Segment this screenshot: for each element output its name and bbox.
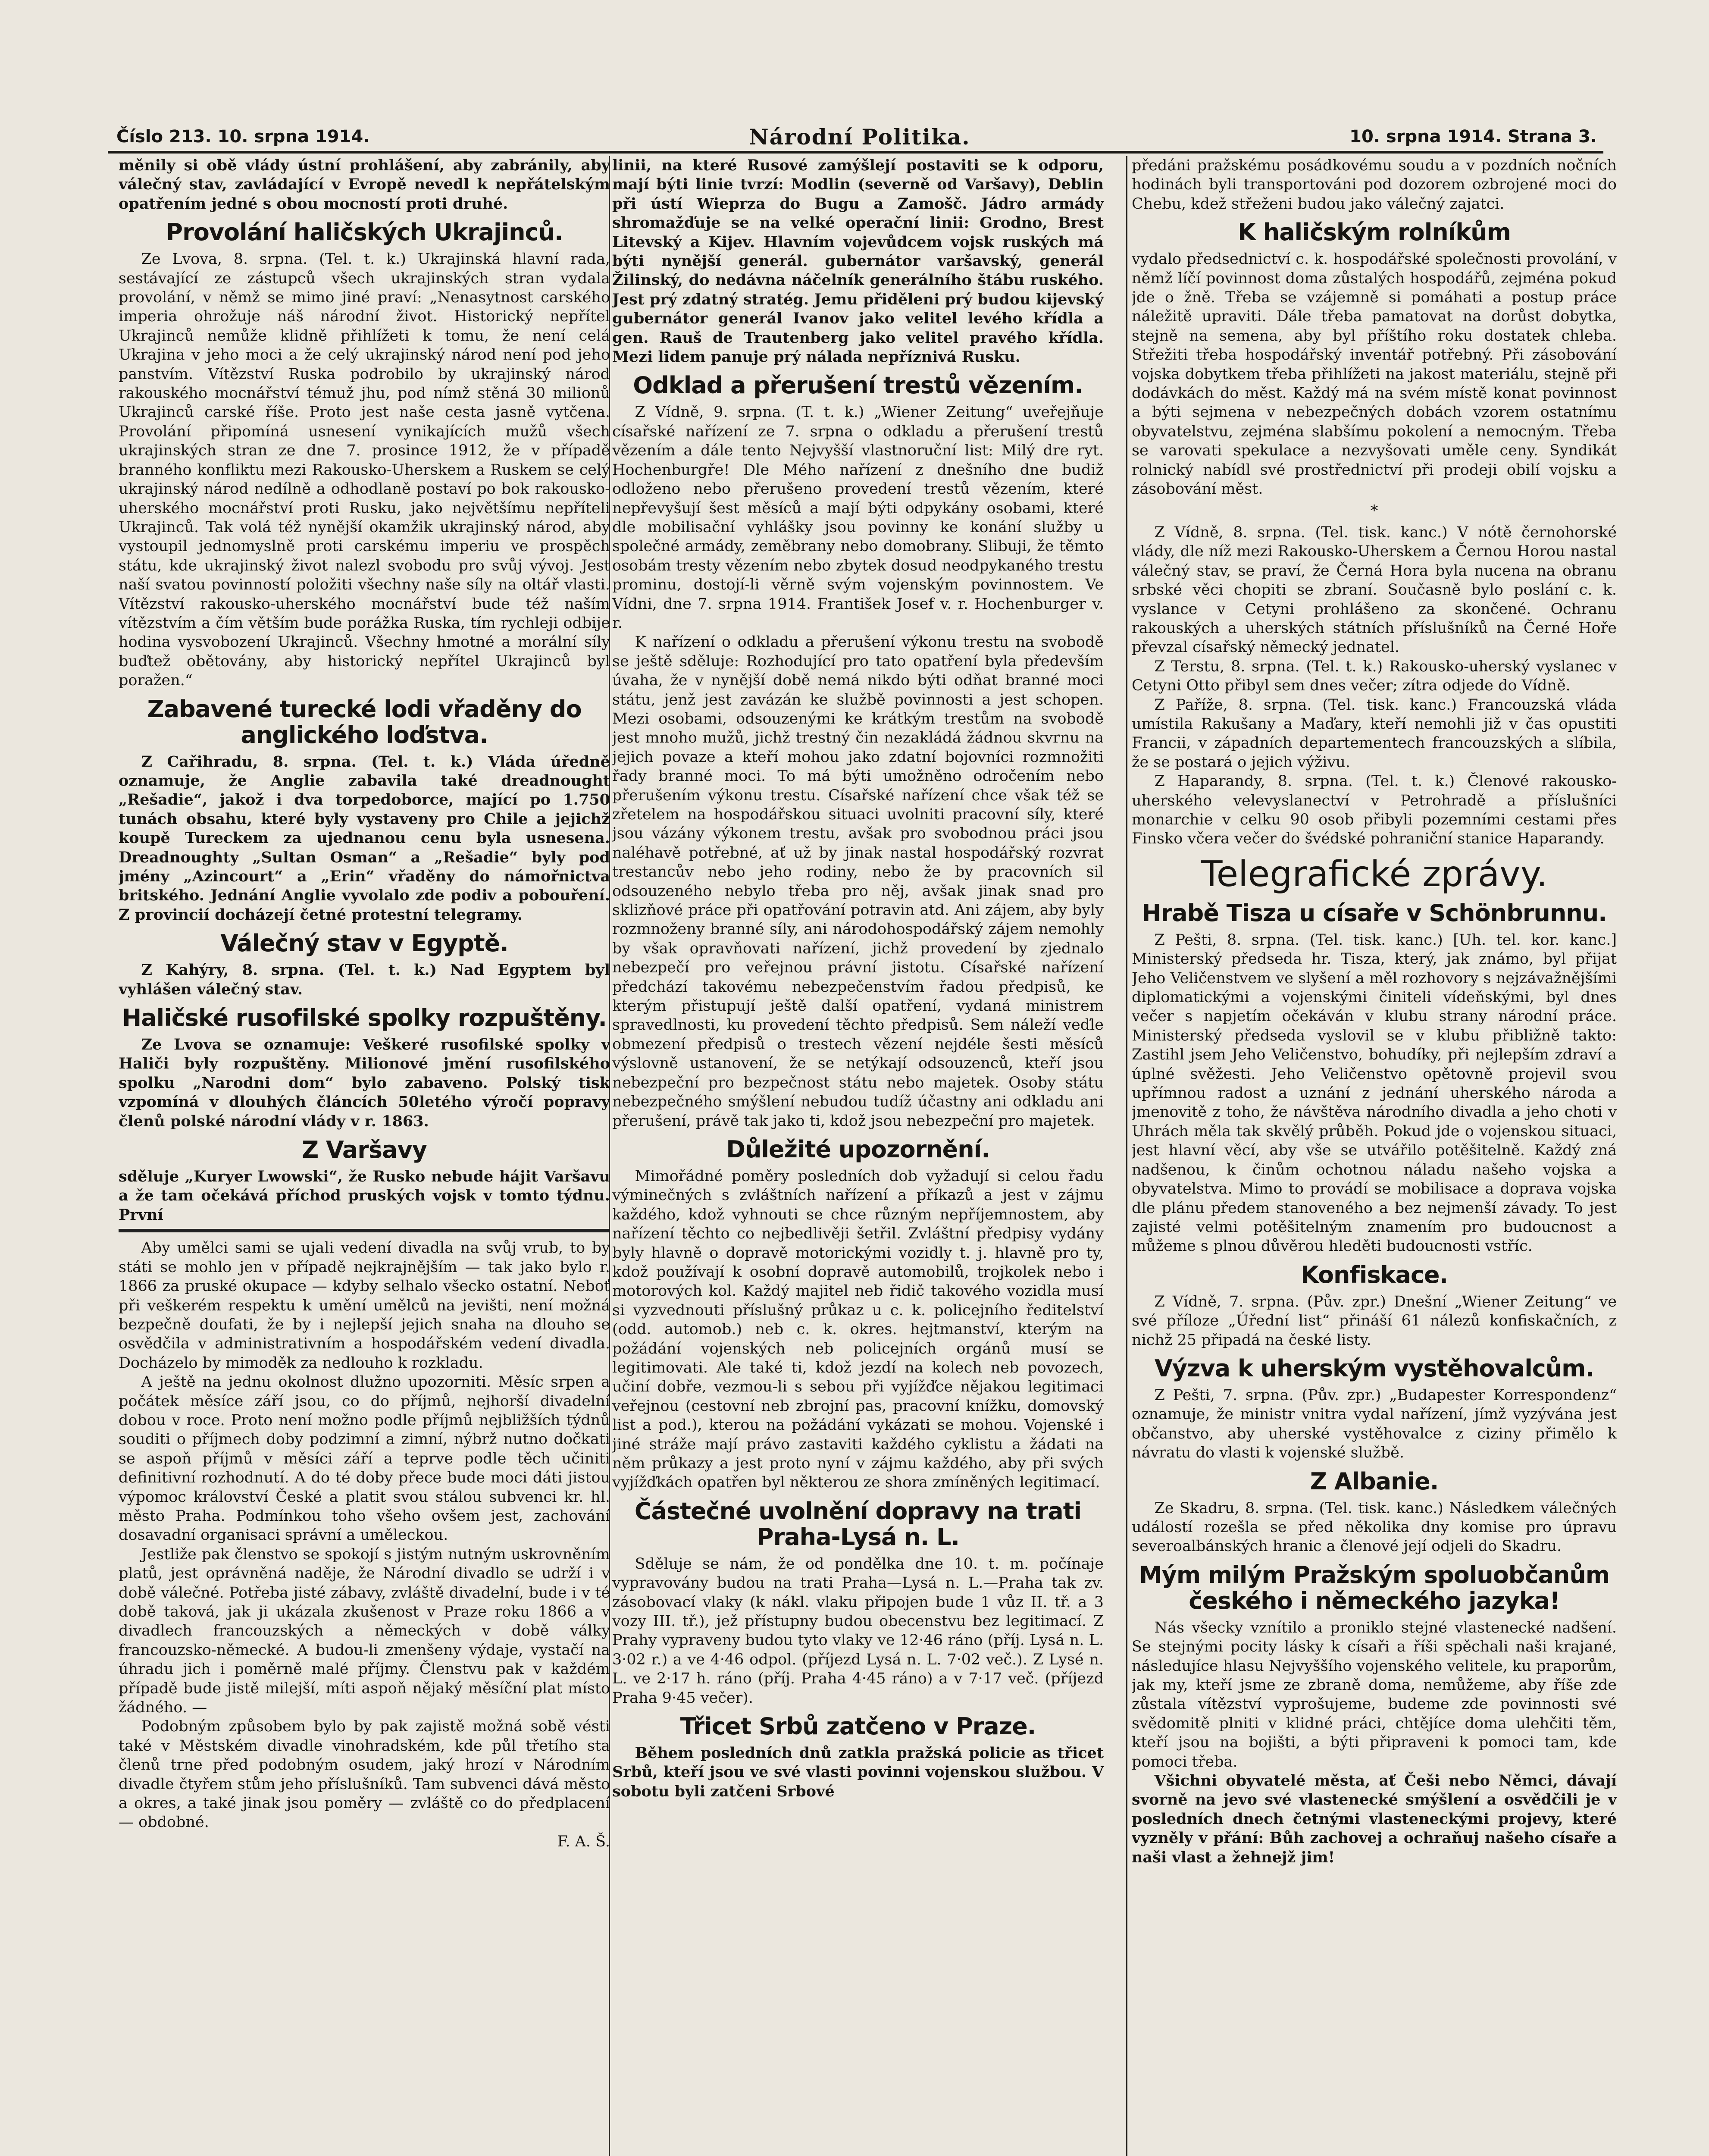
paragraph: Mimořádné poměry posledních dob vyžadují si celou řadu výminečných s zvláštních nařízení a příkazů a jest v zájmu každého, kdož vyhnouti se chce různým nepříjemnostem, aby nařízení těchto co nejbedlivěji šetřil. Zvláštní předpisy vydány byly hlavně o dopravě motorickými vozidly t. j. hlavně pro ty, kdož používají k osobní dopravě automobilů, trojkolek nebo i motorových kol. Každý majitel neb řidič takového vozidla musí si vyzvednouti příslušný průkaz u c. k. policejního ředitelství (odd. automob.) neb c. k. okres. hejtmanství, kterým na požádání vojenských neb policejních orgánů musí se legitimovati. Ale také ti, kdož jezdí na kolech neb povozech, učiní dobře, vezmou-li s sebou při vyjížďce nějakou legitimaci veřejnou (cestovní neb zbrojní pas, pracovní knížku, domovský list a pod.), kterou na požádání vykázati se mohou. Vojenské i jiné stráže mají právo zastaviti každého cyklistu a žádati na něm průkazy a jest proto nyní v zájmu každého, aby při svých vyjížďkách opatřen byl některou ze shora zmíněných legitimací. <box>612 1167 1104 1492</box>
separator-mark: * <box>1370 502 1378 520</box>
paragraph: A ještě na jednu okolnost dlužno upozorniti. Měsíc srpen a počátek měsíce září jsou, co do příjmů, nejhorší divadelní dobou v roce. Proto není možno podle příjmů nejbližších týdnů souditi o příjmech doby podzimní a zimní, nýbrž nutno dočkati se aspoň příjmů v měsíci září a teprve podle těch učiniti definitivní rozhodnutí. A do té doby přece bude moci dáti jistou výpomoc království České a platit svou stálou subvenci kr. hl. město Praha. Podmínkou toho všeho ovšem jest, zachování dosavadní organisaci správní a uměleckou. <box>119 1373 610 1544</box>
headline: Výzva k uherským vystěhovalcům. <box>1155 1354 1594 1382</box>
column-2 <box>612 156 1104 2156</box>
headline: K haličským rolníkům <box>1238 219 1511 246</box>
headline: Částečné uvolnění dopravy na trati Praha-Lysá n. L. <box>634 1497 1082 1551</box>
paragraph: Ze Lvova, 8. srpna. (Tel. t. k.) Ukrajinská hlavní rada, sestávající ze zástupců všech ukrajinských stran vydala provolání, v němž se mimo jiné praví: „Nenasytnost carského imperia ohrožuje náš národní život. Historický nepřítel Ukrajinců nemůže klidně přihlížeti k tomu, že není celá Ukrajina v jeho moci a že celý ukrajinský národ není pod jeho panstvím. Vítězství Ruska podrobilo by ukrajinský národ rakouského mocnářství témuž jhu, pod nímž stěná 30 milionů Ukrajinců carské říše. Proto jest naše cesta jasně vytčena. Provolání připomíná usnesení vynikajících mužů všech ukrajinských stran ze dne 7. prosince 1912, že v případě branného konfliktu mezi Rakousko-Uherskem a Ruskem se celý ukrajinský národ nedílně a odhodlaně postaví po bok rakousko-uherského mocnářství proti Rusku, jako největšímu nepříteli Ukrajinců. Tak volá též nynější okamžik ukrajinský národ, aby vystoupil jednomyslně proti carskému imperiu ve prospěch státu, kde ukrajinský život nalezl svobodu pro svůj vývoj. Jest naší svatou povinností položiti všechny naše síly na oltář vlasti. Vítězství rakousko-uherského mocnářství bude též naším vítězstvím a čím větším bude porážka Ruska, tím rychleji odbije hodina vysvobození Ukrajinců. Všechny hmotné a morální síly buďtež obětovány, aby historický nepřítel Ukrajinců byl poražen.“ <box>119 251 610 689</box>
paragraph: Podobným způsobem bylo by pak zajistě možná sobě vésti také v Městském divadle vinohradském, kde půl třetího sta členů trne před podobným osudem, jaký hrozí v Národním divadle čtyřem stům jeho příslušníků. Tam subvenci dává město a okres, a také jinak jsou poměry — zvláště co do předplacení — obdobné. <box>119 1718 610 1831</box>
headline: Z Albanie. <box>1310 1467 1439 1495</box>
paragraph: Z Terstu, 8. srpna. (Tel. t. k.) Rakousko-uherský vyslanec v Cetyni Otto přibyl sem dnes večer; zítra odjede do Vídně. <box>1132 658 1617 695</box>
paragraph: Všichni obyvatelé města, ať Češi nebo Němci, dávají svorně na jevo své vlastenecké smýšlení a osvědčili je v posledních dnech četnými vlasteneckými projevy, které vyzněly v přání: Bůh zachovej a ochraňuj našeho císaře a naši vlast a žehnejž jim! <box>1132 1772 1617 1866</box>
headline: Mým milým Pražským spoluobčanům českého i německého jazyka! <box>1139 1561 1610 1614</box>
paragraph: Z Haparandy, 8. srpna. (Tel. t. k.) Členové rakousko-uherského velevyslanectví v Petrohradě a příslušníci monarchie v celku 90 osob přibyli pozemními cestami přes Finsko včera večer do švédské pohraniční stanice Haparandy. <box>1132 773 1617 848</box>
section-title: Telegrafické zprávy. <box>1201 853 1548 895</box>
page-header <box>116 122 1597 152</box>
paragraph: předáni pražskému posádkovému soudu a v pozdních nočních hodinách byli transportováni pod dozorem ozbrojené moci do Chebu, kdež střeženi budou jako válečný zajatci. <box>1132 157 1617 213</box>
paragraph: Z Pešti, 8. srpna. (Tel. tisk. kanc.) [Uh. tel. kor. kanc.] Ministerský předseda hr. Tisza, který, jak známo, byl přijat Jeho Veličenstvem ve slyšení a měl rozhovory s nejzávažnějšími diplomatickými a vojenskými činiteli vídeňskými, byl dnes večer s napjetím očekáván v klubu strany národní práce. Ministerský předseda vyslovil se v klubu přibližně takto: Zastihl jsem Jeho Veličenstvo, bohudíky, při nejlepším zdraví a úplné svěžesti. Jeho Veličenstvo opětovně projevil svou upřímnou radost a uznání z jednání uherského národa a jmenovitě z toho, že návštěva národního divadla a jeho choti v Uhrách měla tak skvělý průběh. Pokud jde o vojenskou situaci, jest hlavní věcí, aby vše se utvářilo potěšitelně. Každý zná nadšenou, k činům ochotnou náladu našeho vojska a obyvatelstva. Mimo to provádí se mobilisace a doprava vojska dle plánu předem stanoveného a bez nejmenší závady. To jest zajisté velmi potěšitelným znamením pro budoucnost a můžeme s plnou důvěrou hleděti budoucnosti vstříc. <box>1132 931 1617 1255</box>
paragraph: Nás všecky vznítilo a proniklo stejné vlastenecké nadšení. Se stejnými pocity lásky k císaři a říši spěchali naši krajané, následujíce hlasu Nejvyššího vojenského velitele, ku praporům, jak my, kteří jsme ze zbraně doma, nemůžeme, aby říše zde zůstala vítězství vyprošujeme, budeme zde povinnosti své svědomitě plniti v klidné práci, chtějíce doma ulehčiti těm, kteří jsou na bojišti, a býti připraveni k pomoci tam, kde pomoci třeba. <box>1132 1619 1617 1771</box>
paragraph: Jestliže pak členstvo se spokojí s jistým nutným uskrovněním platů, jest oprávněná naděje, že Národní divadlo se udrží i v době válečné. Potřeba jisté zábavy, zvláště divadelní, bude i v té době taková, jak ji ukázala zkušenost v Praze roku 1866 a v divadlech francouzských a německých v době války francouzsko-německé. A budou-li zmenšeny výdaje, vystačí na úhradu jich i poměrně malé příjmy. Členstvu pak v každém případě bude jistě milejší, míti aspoň nějaký měsíční plat místo žádného. — <box>119 1545 610 1717</box>
paragraph: Sděluje se nám, že od pondělka dne 10. t. m. počínaje vypravovány budou na trati Praha—Lysá n. L.—Praha tak zv. zásobovací vlaky (k nákl. vlaku připojen bude 1 vůz II. tř. a 3 vozy III. tř.), jež přístupny budou obecenstvu bez legitimací. Z Prahy vypraveny budou tyto vlaky ve 12·46 ráno (příj. Lysá n. L. 3·02 r.) a ve 4·46 odpol. (příjezd Lysá n. L. 7·02 več.). Z Lysé n. L. ve 2·17 h. ráno (příj. Praha 4·45 ráno) a v 7·17 več. (příjezd Praha 9·45 večer). <box>612 1555 1104 1707</box>
paragraph: měnily si obě vlády ústní prohlášení, aby zabránily, aby válečný stav, zavládající v Evropě nevedl k nepřátelským opatřením jedné s obou mocností proti druhé. <box>119 157 610 213</box>
headline: Zabavené turecké lodi vřaděny do anglického loďstva. <box>147 695 582 749</box>
paragraph: Z Paříže, 8. srpna. (Tel. tisk. kanc.) Francouzská vláda umístila Rakušany a Maďary, kteří nemohli již v čas opustiti Francii, v západních departementech francouzských a slíbila, že se postará o jejich výživu. <box>1132 696 1617 771</box>
headline: Provolání haličských Ukrajinců. <box>166 219 563 246</box>
paragraph: Z Pešti, 7. srpna. (Pův. zpr.) „Budapester Korrespondenz“ oznamuje, že ministr vnitra vydal nařízení, jímž vyzývána jest občanstvo, aby uherské vystěhovalce z ciziny přimělo k návratu do vlasti k vojenské službě. <box>1132 1386 1617 1462</box>
paragraph: vydalo předsednictví c. k. hospodářské společnosti provolání, v němž líčí povinnost doma zůstalých hospodářů, zejména pokud jde o žně. Třeba se vzájemně si pomáhati a postup práce náležitě upraviti. Dále třeba pamatovat na dorůst dobytka, stejně na semena, aby byl příštího roku dostatek chleba. Střežiti třeba hospodářský inventář potřebný. Při zásobování vojska dobytkem třeba přihlížeti na jakost materiálu, stejně při dodávkách do měst. Každý má na svém místě konat povinnost a býti sejmena v nebezpečných dobách vzorem ostatnímu obyvatelstvu, zejména slabšímu pokolení a nemocným. Třeba se varovati spekulace a nezvyšovati uměle ceny. Syndikát rolnický nabídl své prostřednictví při prodeji obilí vojsku a zásobování měst. <box>1132 251 1617 498</box>
headline: Z Varšavy <box>302 1136 427 1164</box>
headline: Hrabě Tisza u císaře v Schönbrunnu. <box>1142 899 1607 927</box>
paragraph: sděluje „Kuryer Lwowski“, že Rusko nebude hájit Varšavu a že tam očekává příchod pruských vojsk v tomto týdnu. První <box>119 1168 610 1224</box>
header-rule <box>108 151 1603 154</box>
headline: Důležité upozornění. <box>726 1135 990 1163</box>
paragraph: linii, na které Rusové zamýšlejí postaviti se k odporu, mají býti linie tvrzí: Modlin (severně od Varšavy), Deblin při ústí Wieprza do Bugu a Zamošč. Jádro armády shromažďuje se na velké operační linii: Grodno, Brest Litevský a Kijev. Hlavním vojevůdcem vojsk ruských má býti nynější generál. gubernátor varšavský, generál Žilinský, do nedávna náčelník generálního štábu ruského. Jest prý zdatný stratég. Jemu přiděleni prý budou kijevský gubernátor generál Ivanov jako velitel levého křídla a gen. Rauš de Trautenberg jako velitel pravého křídla. Mezi lidem panuje prý nálada nepříznivá Rusku. <box>612 157 1104 366</box>
paragraph: Ze Skadru, 8. srpna. (Tel. tisk. kanc.) Následkem válečných událostí rozešla se před několika dny komise pro úpravu severoalbánských hranic a členové její odjeli do Skadru. <box>1132 1499 1617 1555</box>
headline: Odklad a přerušení trestů vězením. <box>633 372 1083 399</box>
paragraph: Z Kahýry, 8. srpna. (Tel. t. k.) Nad Egyptem byl vyhlášen válečný stav. <box>119 961 610 998</box>
paragraph: K nařízení o odkladu a přerušení výkonu trestu na svobodě se ještě sděluje: Rozhodující pro tato opatření byla především úvaha, že v nynější době nemá nikdo býti odňat branné moci státu, jenž jest zavázán ke službě povinnosti a jest schopen. Mezi osobami, odsouzenými ke krátkým trestům na svobodě jest mnoho mužů, jichž trestný čin nezakládá žádnou skvrnu na jejich povaze a kteří mohou jako zdatní bojovníci rozmnožiti řady branné moci. To má býti umožněno odročením nebo přerušením výkonu trestu. Císařské nařízení chce však též se zřetelem na hospodářskou situaci uvolniti pracovní síly, které jsou vázány výkonem trestu, avšak pro svobodnou práci jsou naléhavě potřebné, ať už by jinak nastal hospodářský rozvrat trestancův nebo jeho rodiny, nebo že by pracovních sil odsouzeného nebylo třeba pro něj, avšak jinak snad pro sklizňové práce při opatřování potravin atd. Ani zájem, aby byly rozmnoženy branné síly, ani národohospodářský zájem nemohly by však opravňovati nařízení, jichž provedení by zjednalo nebezpečí pro veřejnou právní jistotu. Císařské nařízení předchází takovému nebezpečenstvím řadou předpisů, ke kterým přistupují ještě další opatření, vydaná ministrem spravedlnosti, ku provedení těchto předpisů. Sem náleží veďle obmezení předpisů o trestech vězení nejdéle šesti měsíců výslovně ustanovení, že se netýkají odsouzenců, kteří jsou nebezpeční pro bezpečnost státu nebo majetek. Osoby státu nebezpečného smýšlení nebudou tudíž účastny ani odkladu ani přerušení, právě tak jako ti, kdož jsou nebezpeční pro majetek. <box>612 633 1104 1130</box>
paragraph: Z Vídně, 8. srpna. (Tel. tisk. kanc.) V nótě černohorské vlády, dle níž mezi Rakousko-Uherskem a Černou Horou nastal válečný stav, se praví, že Černá Hora byla nucena na obranu srbské věci chopiti se zbraní. Současně bylo poslání c. k. vyslance v Cetyni prohlášeno za skončené. Ochranu rakouských a uherských státních příslušníků na Černé Hoře převzal císařský německý jednatel. <box>1132 523 1617 656</box>
page-info: 10. srpna 1914. Strana 3. <box>1349 127 1597 147</box>
issue-info: Číslo 213. 10. srpna 1914. <box>116 127 370 147</box>
headline: Třicet Srbů zatčeno v Praze. <box>680 1713 1036 1740</box>
paragraph: Z Cařihradu, 8. srpna. (Tel. t. k.) Vláda úředně oznamuje, že Anglie zabavila také dreadnought „Rešadie“, jakož i dva torpedoborce, mající po 1.750 tunách obsahu, které byly vystaveny pro Chile a jejichž koupě Tureckem za ujednanou cenu byla usnesena. Dreadnoughty „Sultan Osman“ a „Rešadie“ byly pod jmény „Azincourt“ a „Erin“ vřaděny do námořnictva britského. Jednání Anglie vyvolalo zde podiv a pobouření. Z provincií docházejí četné protestní telegramy. <box>119 752 610 924</box>
paragraph: Z Vídně, 9. srpna. (T. t. k.) „Wiener Zeitung“ uveřejňuje císařské nařízení ze 7. srpna o odkladu a přerušení trestů vězením a dále tento Nejvyšší vlastnoruční list: Milý dre ryt. Hochenburgře! Dle Mého nařízení z dnešního dne budiž odloženo nebo přerušeno provedení trestů vězením, které nepřevyšují šest měsíců a mají býti odpykány osobami, které dle mobilisační vyhlášky jsou povinny ke konání služby u společné armády, zeměbrany nebo domobrany. Slibuji, že těmto osobám tresty vězením nebo zbytek dosud neodpykaného trestu prominu, dostojí-li věrně svým vojenským povinnostem. Ve Vídni, dne 7. srpna 1914. František Josef v. r. Hochenburger v. r. <box>612 404 1104 632</box>
headline: Konfiskace. <box>1300 1261 1448 1288</box>
paragraph: Během posledních dnů zatkla pražská policie as třicet Srbů, kteří jsou ve své vlasti povinni vojenskou službou. V sobotu byli zatčeni Srbové <box>612 1744 1104 1800</box>
signature: F. A. Š. <box>557 1833 610 1850</box>
headline: Válečný stav v Egyptě. <box>220 930 508 957</box>
column-divider <box>1126 156 1127 2156</box>
section-rule <box>119 1229 610 1232</box>
paragraph: Aby umělci sami se ujali vedení divadla na svůj vrub, to by státi se mohlo jen v případě nejkrajnějším — tak jako bylo r. 1866 za pruské okupace — kdyby selhalo všecko ostatní. Neboť při veškerém respektu k umění umělců na jevišti, není možná bezpečně doufati, že by i nejlepší jejich snaha na dlouho se osvědčila v administrativním a hospodářském vedení divadla. Docházelo by mimoděk za nedlouho k rozkladu. <box>119 1239 610 1372</box>
headline: Haličské rusofilské spolky rozpuštěny. <box>122 1004 607 1032</box>
paragraph: Z Vídně, 7. srpna. (Pův. zpr.) Dnešní „Wiener Zeitung“ ve své příloze „Úřední list“ přináší 61 nálezů konfiskačních, z nichž 25 připadá na české listy. <box>1132 1293 1617 1349</box>
paragraph: Ze Lvova se oznamuje: Veškeré rusofilské spolky v Haliči byly rozpuštěny. Milionové jmění rusofilského spolku „Narodni dom“ bylo zabaveno. Polský tisk vzpomíná v dlouhých článcích 50letého výročí popravy členů polské národní vlády v r. 1863. <box>119 1036 610 1130</box>
column-3 <box>1132 156 1617 2156</box>
masthead: Národní Politika. <box>748 124 970 150</box>
column-1 <box>119 156 610 2156</box>
